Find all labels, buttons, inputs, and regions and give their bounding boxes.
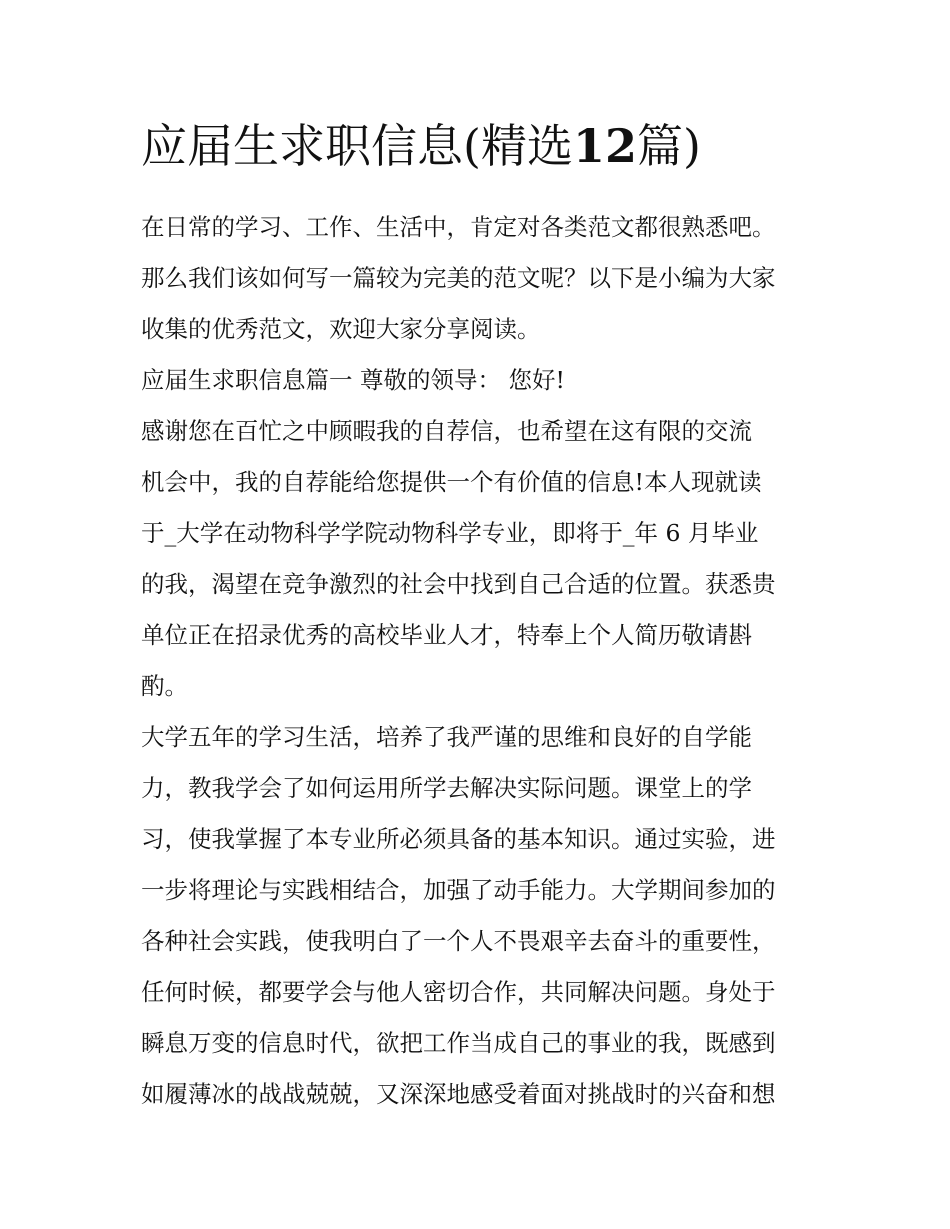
text-line: 一步将理论与实践相结合，加强了动手能力。大学期间参加的 bbox=[141, 876, 776, 904]
text-line: 在日常的学习、工作、生活中，肯定对各类范文都很熟悉吧。 bbox=[141, 213, 776, 241]
text-line: 应届生求职信息篇一 尊敬的领导： 您好! bbox=[141, 366, 565, 394]
paragraph-section-heading bbox=[141, 355, 813, 406]
text-line: 大学五年的学习生活，培养了我严谨的思维和良好的自学能 bbox=[141, 723, 752, 751]
text-line: 如履薄冰的战战兢兢，又深深地感受着面对挑战时的兴奋和想 bbox=[141, 1080, 776, 1108]
text-line: 收集的优秀范文，欢迎大家分享阅读。 bbox=[141, 315, 541, 343]
text-line: 感谢您在百忙之中顾暇我的自荐信，也希望在这有限的交流 bbox=[141, 417, 752, 445]
text-line: 那么我们该如何写一篇较为完美的范文呢？以下是小编为大家 bbox=[141, 264, 776, 292]
paragraph-letter-intro bbox=[141, 406, 813, 712]
title-main: 应届生求职信息(精选 bbox=[141, 119, 573, 173]
text-line: 的我，渴望在竞争激烈的社会中找到自己合适的位置。获悉贵 bbox=[141, 570, 776, 598]
text-line: 机会中，我的自荐能给您提供一个有价值的信息!本人现就读 bbox=[141, 468, 762, 496]
title-end: 篇) bbox=[636, 119, 701, 173]
text-line: 习，使我掌握了本专业所必须具备的基本知识。通过实验，进 bbox=[141, 825, 776, 853]
paragraph-university-life bbox=[141, 712, 813, 1120]
title-number: 12 bbox=[572, 119, 637, 173]
document-body bbox=[141, 202, 813, 1120]
text-line: 瞬息万变的信息时代，欲把工作当成自己的事业的我，既感到 bbox=[141, 1029, 776, 1057]
text-line: 任何时候，都要学会与他人密切合作，共同解决问题。身处于 bbox=[141, 978, 776, 1006]
text-line: 于_大学在动物科学学院动物科学专业，即将于_年 6 月毕业 bbox=[141, 519, 759, 547]
text-line: 力，教我学会了如何运用所学去解决实际问题。课堂上的学 bbox=[141, 774, 752, 802]
text-line: 单位正在招录优秀的高校毕业人才，特奉上个人简历敬请斟 bbox=[141, 621, 752, 649]
text-line: 酌。 bbox=[141, 672, 188, 700]
paragraph-intro bbox=[141, 202, 813, 355]
document-page bbox=[141, 112, 813, 1120]
document-title bbox=[141, 112, 813, 180]
text-line: 各种社会实践，使我明白了一个人不畏艰辛去奋斗的重要性， bbox=[141, 927, 776, 955]
